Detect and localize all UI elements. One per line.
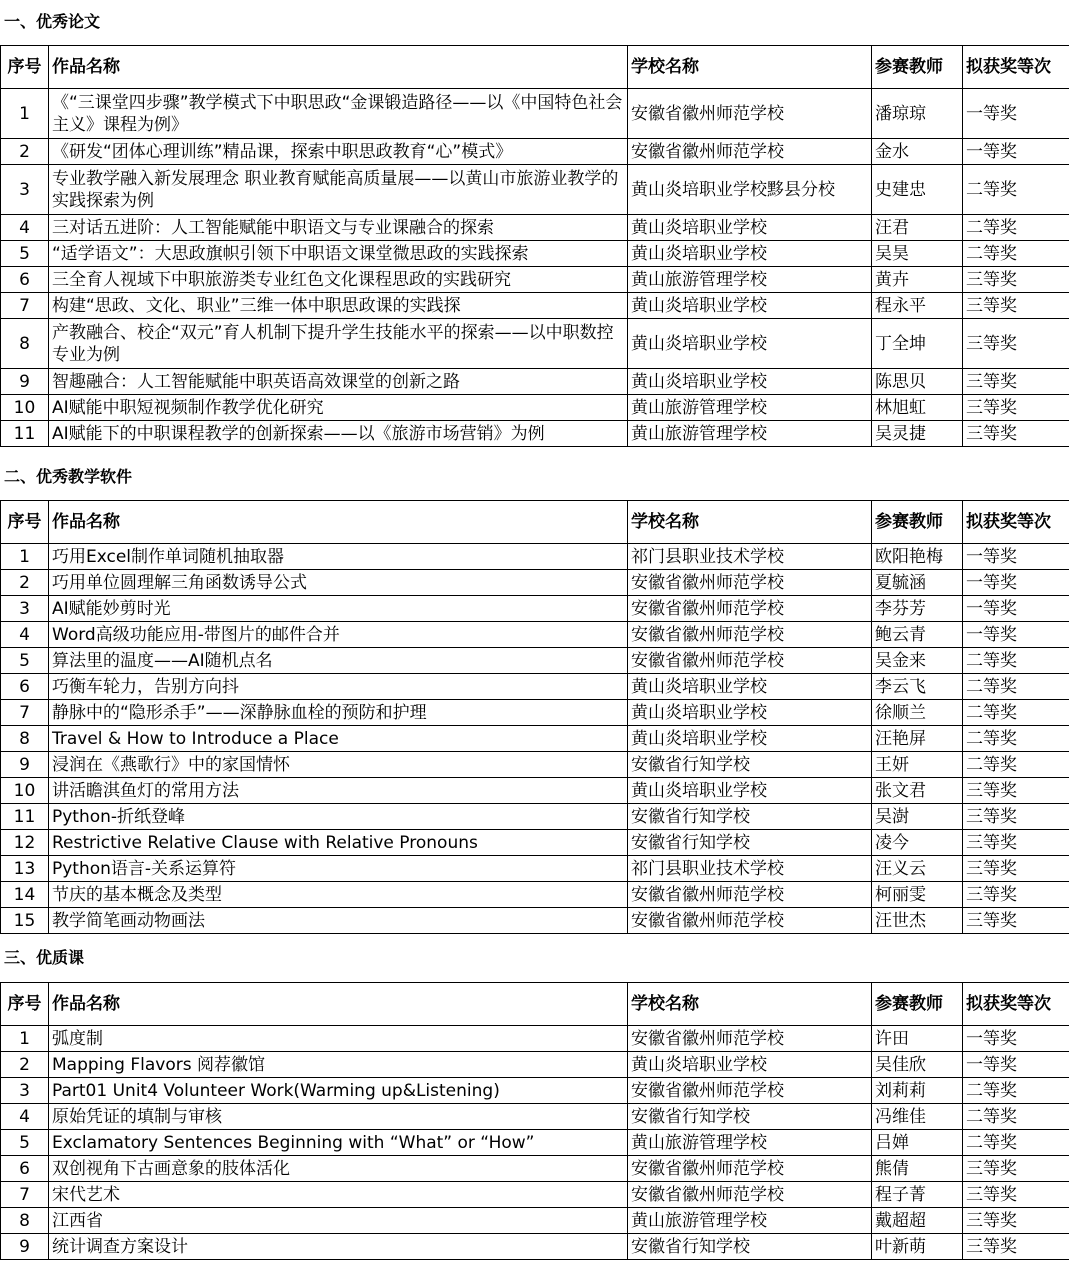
cell-teacher: 汪君 <box>872 215 963 241</box>
cell-award: 一等奖 <box>963 596 1069 622</box>
table-row <box>1 215 1069 241</box>
table-row <box>1 804 1069 830</box>
cell-school: 祁门县职业技术学校 <box>628 544 872 570</box>
cell-award: 三等奖 <box>963 319 1069 369</box>
cell-name: 三对话五进阶：人工智能赋能中职语文与专业课融合的探索 <box>49 215 628 241</box>
cell-no: 7 <box>1 1182 49 1208</box>
cell-school: 黄山炎培职业学校 <box>628 778 872 804</box>
cell-teacher: 张文君 <box>872 778 963 804</box>
cell-school: 黄山旅游管理学校 <box>628 267 872 293</box>
cell-award: 一等奖 <box>963 570 1069 596</box>
cell-teacher: 冯维佳 <box>872 1104 963 1130</box>
cell-school: 安徽省徽州师范学校 <box>628 648 872 674</box>
section-title: 二、优秀教学软件 <box>4 467 133 486</box>
table-row <box>1 622 1069 648</box>
cell-no: 11 <box>1 804 49 830</box>
column-header-name: 作品名称 <box>49 46 628 89</box>
cell-no: 10 <box>1 778 49 804</box>
cell-teacher: 汪世杰 <box>872 908 963 934</box>
cell-teacher: 柯丽雯 <box>872 882 963 908</box>
cell-no: 2 <box>1 139 49 165</box>
table-row <box>1 700 1069 726</box>
cell-school: 黄山旅游管理学校 <box>628 1208 872 1234</box>
award-table <box>0 45 1069 447</box>
cell-no: 12 <box>1 830 49 856</box>
column-header-name: 作品名称 <box>49 983 628 1026</box>
cell-teacher: 凌今 <box>872 830 963 856</box>
cell-name: Restrictive Relative Clause with Relative Pronouns <box>49 830 628 856</box>
cell-no: 4 <box>1 215 49 241</box>
cell-no: 5 <box>1 241 49 267</box>
cell-name: 算法里的温度——AI随机点名 <box>49 648 628 674</box>
cell-teacher: 陈思贝 <box>872 369 963 395</box>
cell-teacher: 吴佳欣 <box>872 1052 963 1078</box>
table-row <box>1 1130 1069 1156</box>
cell-award: 三等奖 <box>963 1156 1069 1182</box>
cell-teacher: 吴昊 <box>872 241 963 267</box>
cell-no: 1 <box>1 89 49 139</box>
cell-award: 二等奖 <box>963 1130 1069 1156</box>
table-row <box>1 1156 1069 1182</box>
cell-teacher: 王妍 <box>872 752 963 778</box>
cell-name: AI赋能中职短视频制作教学优化研究 <box>49 395 628 421</box>
cell-school: 安徽省徽州师范学校 <box>628 1156 872 1182</box>
cell-school: 安徽省徽州师范学校 <box>628 139 872 165</box>
cell-name: 弧度制 <box>49 1026 628 1052</box>
cell-school: 黄山炎培职业学校 <box>628 674 872 700</box>
cell-name: “适学语文”：大思政旗帜引领下中职语文课堂微思政的实践探索 <box>49 241 628 267</box>
cell-award: 二等奖 <box>963 648 1069 674</box>
cell-name: 巧衡车轮力，告别方向抖 <box>49 674 628 700</box>
cell-award: 三等奖 <box>963 369 1069 395</box>
cell-award: 二等奖 <box>963 752 1069 778</box>
column-header-name: 作品名称 <box>49 501 628 544</box>
table-row <box>1 596 1069 622</box>
cell-school: 安徽省行知学校 <box>628 752 872 778</box>
cell-school: 安徽省徽州师范学校 <box>628 1026 872 1052</box>
cell-name: 宋代艺术 <box>49 1182 628 1208</box>
cell-school: 黄山炎培职业学校 <box>628 215 872 241</box>
cell-teacher: 潘琼琼 <box>872 89 963 139</box>
column-header-no: 序号 <box>1 983 49 1026</box>
cell-no: 7 <box>1 293 49 319</box>
cell-teacher: 金水 <box>872 139 963 165</box>
cell-teacher: 李云飞 <box>872 674 963 700</box>
table-row <box>1 1104 1069 1130</box>
section-title: 三、优质课 <box>4 948 85 967</box>
cell-name: Travel & How to Introduce a Place <box>49 726 628 752</box>
cell-no: 8 <box>1 319 49 369</box>
cell-school: 黄山炎培职业学校 <box>628 726 872 752</box>
cell-award: 二等奖 <box>963 1078 1069 1104</box>
cell-teacher: 程子菁 <box>872 1182 963 1208</box>
table-row <box>1 139 1069 165</box>
cell-no: 4 <box>1 622 49 648</box>
table-row <box>1 89 1069 139</box>
cell-name: AI赋能下的中职课程教学的创新探索——以《旅游市场营销》为例 <box>49 421 628 447</box>
cell-award: 三等奖 <box>963 1208 1069 1234</box>
cell-award: 二等奖 <box>963 700 1069 726</box>
cell-school: 黄山旅游管理学校 <box>628 421 872 447</box>
cell-no: 14 <box>1 882 49 908</box>
column-header-school: 学校名称 <box>628 983 872 1026</box>
column-header-award: 拟获奖等次 <box>963 983 1069 1026</box>
cell-award: 一等奖 <box>963 139 1069 165</box>
table-row <box>1 293 1069 319</box>
table-row <box>1 830 1069 856</box>
cell-award: 三等奖 <box>963 1234 1069 1260</box>
cell-name: 产教融合、校企“双元”育人机制下提升学生技能水平的探索——以中职数控专业为例 <box>49 319 628 369</box>
cell-name: 浸润在《燕歌行》中的家国情怀 <box>49 752 628 778</box>
cell-no: 4 <box>1 1104 49 1130</box>
cell-no: 2 <box>1 1052 49 1078</box>
cell-no: 13 <box>1 856 49 882</box>
cell-award: 一等奖 <box>963 89 1069 139</box>
cell-teacher: 汪义云 <box>872 856 963 882</box>
cell-name: 巧用单位圆理解三角函数诱导公式 <box>49 570 628 596</box>
table-row <box>1 674 1069 700</box>
cell-teacher: 鲍云青 <box>872 622 963 648</box>
cell-no: 1 <box>1 1026 49 1052</box>
cell-school: 安徽省行知学校 <box>628 1104 872 1130</box>
cell-award: 三等奖 <box>963 1182 1069 1208</box>
table-row <box>1 570 1069 596</box>
column-header-teacher: 参赛教师 <box>872 501 963 544</box>
column-header-teacher: 参赛教师 <box>872 46 963 89</box>
cell-school: 安徽省徽州师范学校 <box>628 1182 872 1208</box>
cell-school: 黄山炎培职业学校 <box>628 369 872 395</box>
table-row <box>1 241 1069 267</box>
cell-name: Mapping Flavors 阅荐徽馆 <box>49 1052 628 1078</box>
table-row <box>1 1182 1069 1208</box>
cell-teacher: 史建忠 <box>872 165 963 215</box>
cell-no: 3 <box>1 165 49 215</box>
cell-name: 《研发“团体心理训练”精品课，探索中职思政教育“心”模式》 <box>49 139 628 165</box>
cell-teacher: 吴澍 <box>872 804 963 830</box>
table-row <box>1 1026 1069 1052</box>
table-row <box>1 421 1069 447</box>
cell-school: 安徽省徽州师范学校 <box>628 882 872 908</box>
cell-award: 三等奖 <box>963 267 1069 293</box>
cell-name: 《“三课堂四步骤”教学模式下中职思政“金课锻造路径——以《中国特色社会主义》课程为例》 <box>49 89 628 139</box>
cell-name: 巧用Excel制作单词随机抽取器 <box>49 544 628 570</box>
award-table <box>0 500 1069 934</box>
cell-school: 安徽省徽州师范学校 <box>628 908 872 934</box>
table-header-row <box>1 983 1069 1026</box>
cell-award: 三等奖 <box>963 395 1069 421</box>
cell-teacher: 林旭虹 <box>872 395 963 421</box>
cell-school: 黄山旅游管理学校 <box>628 1130 872 1156</box>
cell-no: 11 <box>1 421 49 447</box>
cell-school: 安徽省徽州师范学校 <box>628 89 872 139</box>
cell-school: 黄山炎培职业学校 <box>628 1052 872 1078</box>
cell-award: 二等奖 <box>963 1104 1069 1130</box>
table-row <box>1 1234 1069 1260</box>
table-row <box>1 882 1069 908</box>
cell-award: 三等奖 <box>963 421 1069 447</box>
cell-school: 安徽省徽州师范学校 <box>628 622 872 648</box>
cell-no: 15 <box>1 908 49 934</box>
table-row <box>1 908 1069 934</box>
cell-school: 黄山炎培职业学校黟县分校 <box>628 165 872 215</box>
cell-award: 二等奖 <box>963 241 1069 267</box>
cell-award: 二等奖 <box>963 215 1069 241</box>
cell-no: 8 <box>1 1208 49 1234</box>
table-row <box>1 1208 1069 1234</box>
cell-name: 江西省 <box>49 1208 628 1234</box>
cell-no: 6 <box>1 267 49 293</box>
award-table <box>0 982 1069 1260</box>
table-row <box>1 726 1069 752</box>
table-header-row <box>1 501 1069 544</box>
cell-name: 原始凭证的填制与审核 <box>49 1104 628 1130</box>
cell-teacher: 吴灵捷 <box>872 421 963 447</box>
table-row <box>1 165 1069 215</box>
cell-no: 9 <box>1 369 49 395</box>
cell-name: 讲活瞻淇鱼灯的常用方法 <box>49 778 628 804</box>
cell-teacher: 汪艳屏 <box>872 726 963 752</box>
cell-name: 三全育人视域下中职旅游类专业红色文化课程思政的实践研究 <box>49 267 628 293</box>
cell-school: 安徽省行知学校 <box>628 830 872 856</box>
cell-award: 三等奖 <box>963 908 1069 934</box>
cell-teacher: 丁全坤 <box>872 319 963 369</box>
cell-teacher: 徐顺兰 <box>872 700 963 726</box>
table-row <box>1 267 1069 293</box>
cell-teacher: 熊倩 <box>872 1156 963 1182</box>
cell-no: 1 <box>1 544 49 570</box>
table-row <box>1 752 1069 778</box>
cell-school: 黄山旅游管理学校 <box>628 395 872 421</box>
cell-no: 2 <box>1 570 49 596</box>
cell-school: 安徽省行知学校 <box>628 804 872 830</box>
cell-award: 二等奖 <box>963 165 1069 215</box>
cell-teacher: 欧阳艳梅 <box>872 544 963 570</box>
cell-name: 智趣融合：人工智能赋能中职英语高效课堂的创新之路 <box>49 369 628 395</box>
cell-school: 安徽省徽州师范学校 <box>628 596 872 622</box>
cell-no: 9 <box>1 752 49 778</box>
cell-name: 静脉中的“隐形杀手”——深静脉血栓的预防和护理 <box>49 700 628 726</box>
cell-name: Python-折纸登峰 <box>49 804 628 830</box>
column-header-no: 序号 <box>1 46 49 89</box>
cell-school: 祁门县职业技术学校 <box>628 856 872 882</box>
cell-school: 安徽省徽州师范学校 <box>628 570 872 596</box>
cell-school: 黄山炎培职业学校 <box>628 700 872 726</box>
cell-teacher: 程永平 <box>872 293 963 319</box>
cell-name: 统计调查方案设计 <box>49 1234 628 1260</box>
cell-teacher: 刘莉莉 <box>872 1078 963 1104</box>
cell-name: Python语言-关系运算符 <box>49 856 628 882</box>
cell-no: 7 <box>1 700 49 726</box>
cell-no: 10 <box>1 395 49 421</box>
cell-no: 8 <box>1 726 49 752</box>
column-header-teacher: 参赛教师 <box>872 983 963 1026</box>
cell-school: 安徽省徽州师范学校 <box>628 1078 872 1104</box>
column-header-school: 学校名称 <box>628 501 872 544</box>
cell-teacher: 许田 <box>872 1026 963 1052</box>
table-row <box>1 395 1069 421</box>
table-row <box>1 1052 1069 1078</box>
cell-school: 黄山炎培职业学校 <box>628 319 872 369</box>
cell-name: 教学简笔画动物画法 <box>49 908 628 934</box>
cell-teacher: 叶新萌 <box>872 1234 963 1260</box>
cell-no: 3 <box>1 596 49 622</box>
table-row <box>1 369 1069 395</box>
cell-teacher: 李芬芳 <box>872 596 963 622</box>
cell-name: 双创视角下古画意象的肢体活化 <box>49 1156 628 1182</box>
cell-no: 9 <box>1 1234 49 1260</box>
cell-name: Word高级功能应用-带图片的邮件合并 <box>49 622 628 648</box>
cell-teacher: 夏毓涵 <box>872 570 963 596</box>
cell-no: 6 <box>1 1156 49 1182</box>
cell-name: 构建“思政、文化、职业”三维一体中职思政课的实践探 <box>49 293 628 319</box>
cell-name: Part01 Unit4 Volunteer Work(Warming up&Listening) <box>49 1078 628 1104</box>
cell-award: 一等奖 <box>963 1052 1069 1078</box>
cell-teacher: 黄卉 <box>872 267 963 293</box>
cell-no: 5 <box>1 1130 49 1156</box>
section-title: 一、优秀论文 <box>4 12 101 31</box>
column-header-school: 学校名称 <box>628 46 872 89</box>
cell-teacher: 吕婵 <box>872 1130 963 1156</box>
cell-name: AI赋能妙剪时光 <box>49 596 628 622</box>
table-row <box>1 544 1069 570</box>
column-header-award: 拟获奖等次 <box>963 46 1069 89</box>
cell-award: 二等奖 <box>963 674 1069 700</box>
table-row <box>1 319 1069 369</box>
cell-no: 6 <box>1 674 49 700</box>
table-row <box>1 856 1069 882</box>
cell-teacher: 戴超超 <box>872 1208 963 1234</box>
cell-school: 黄山炎培职业学校 <box>628 241 872 267</box>
cell-no: 5 <box>1 648 49 674</box>
cell-award: 三等奖 <box>963 804 1069 830</box>
cell-award: 一等奖 <box>963 544 1069 570</box>
table-row <box>1 1078 1069 1104</box>
table-row <box>1 648 1069 674</box>
cell-school: 黄山炎培职业学校 <box>628 293 872 319</box>
cell-award: 一等奖 <box>963 1026 1069 1052</box>
cell-award: 三等奖 <box>963 882 1069 908</box>
column-header-award: 拟获奖等次 <box>963 501 1069 544</box>
cell-award: 一等奖 <box>963 622 1069 648</box>
cell-award: 三等奖 <box>963 856 1069 882</box>
cell-award: 三等奖 <box>963 830 1069 856</box>
cell-name: Exclamatory Sentences Beginning with “What” or “How” <box>49 1130 628 1156</box>
cell-name: 节庆的基本概念及类型 <box>49 882 628 908</box>
cell-name: 专业教学融入新发展理念 职业教育赋能高质量展——以黄山市旅游业教学的实践探索为例 <box>49 165 628 215</box>
cell-teacher: 吴金来 <box>872 648 963 674</box>
cell-award: 二等奖 <box>963 726 1069 752</box>
column-header-no: 序号 <box>1 501 49 544</box>
table-row <box>1 778 1069 804</box>
cell-no: 3 <box>1 1078 49 1104</box>
table-header-row <box>1 46 1069 89</box>
cell-award: 三等奖 <box>963 293 1069 319</box>
cell-school: 安徽省行知学校 <box>628 1234 872 1260</box>
cell-award: 三等奖 <box>963 778 1069 804</box>
